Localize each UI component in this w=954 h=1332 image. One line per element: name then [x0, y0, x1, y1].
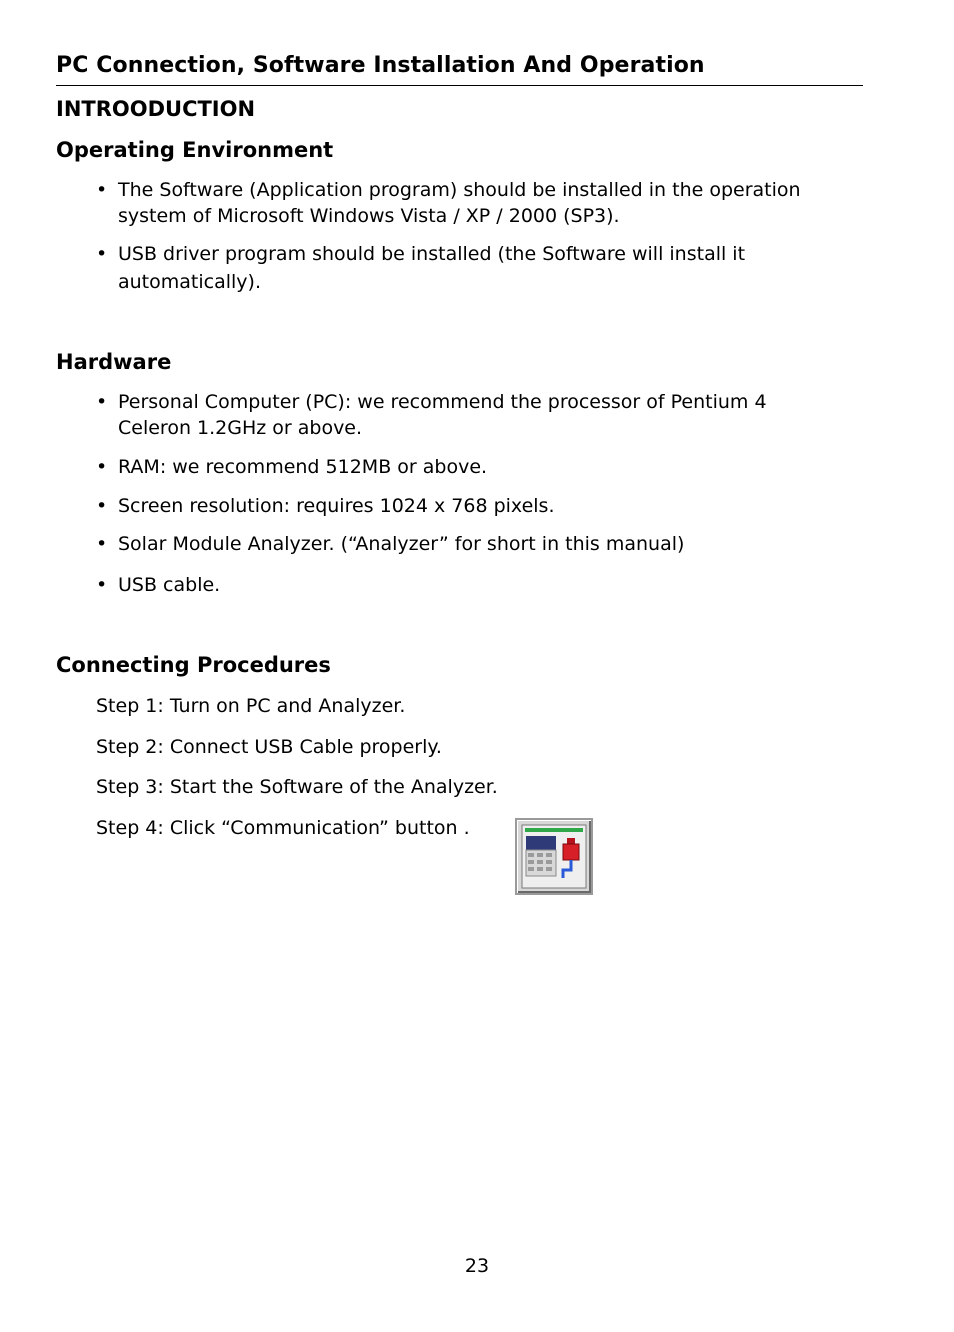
list-item-text: USB cable. [118, 574, 221, 596]
communication-button[interactable] [515, 818, 593, 895]
list-item-text: Screen resolution: requires 1024 x 768 pixels. [118, 495, 555, 517]
list-item-text: Solar Module Analyzer. (“Analyzer” for short in this manual) [118, 533, 685, 555]
list-item-text: Personal Computer (PC): we recommend the processor of Pentium 4 [118, 391, 767, 413]
bullet-glyph: • [96, 574, 108, 596]
bullet-glyph: • [96, 243, 108, 265]
hardware-heading: Hardware [56, 350, 172, 374]
list-item-text: system of Microsoft Windows Vista / XP / 2000 (SP3). [118, 205, 620, 227]
list-item-text: automatically). [118, 271, 261, 293]
list-item-text: USB driver program should be installed (the Software will install it [118, 243, 746, 265]
connecting-procedures-heading: Connecting Procedures [56, 653, 331, 677]
list-item [96, 454, 866, 480]
bullet-glyph: • [96, 391, 108, 413]
page-title: PC Connection, Software Installation And Operation [56, 52, 863, 86]
step-3: Step 3: Start the Software of the Analyzer. [96, 776, 498, 798]
list-item [96, 177, 866, 229]
list-item-text: RAM: we recommend 512MB or above. [118, 456, 488, 478]
list-item [96, 531, 866, 557]
page-number: 23 [464, 1255, 490, 1277]
list-item [96, 389, 866, 441]
communication-icon [517, 820, 591, 893]
list-item-text: The Software (Application program) should be installed in the operation [118, 179, 801, 201]
intro-heading: INTROODUCTION [56, 97, 256, 121]
bullet-glyph: • [96, 495, 108, 517]
list-item [96, 241, 866, 295]
step-2: Step 2: Connect USB Cable properly. [96, 736, 442, 758]
bullet-glyph: • [96, 179, 108, 201]
step-4: Step 4: Click “Communication” button . [96, 817, 470, 839]
operating-environment-heading: Operating Environment [56, 138, 334, 162]
bullet-glyph: • [96, 533, 108, 555]
list-item [96, 493, 866, 519]
list-item-text: Celeron 1.2GHz or above. [118, 417, 363, 439]
bullet-glyph: • [96, 456, 108, 478]
step-1: Step 1: Turn on PC and Analyzer. [96, 695, 406, 717]
list-item [96, 572, 866, 598]
